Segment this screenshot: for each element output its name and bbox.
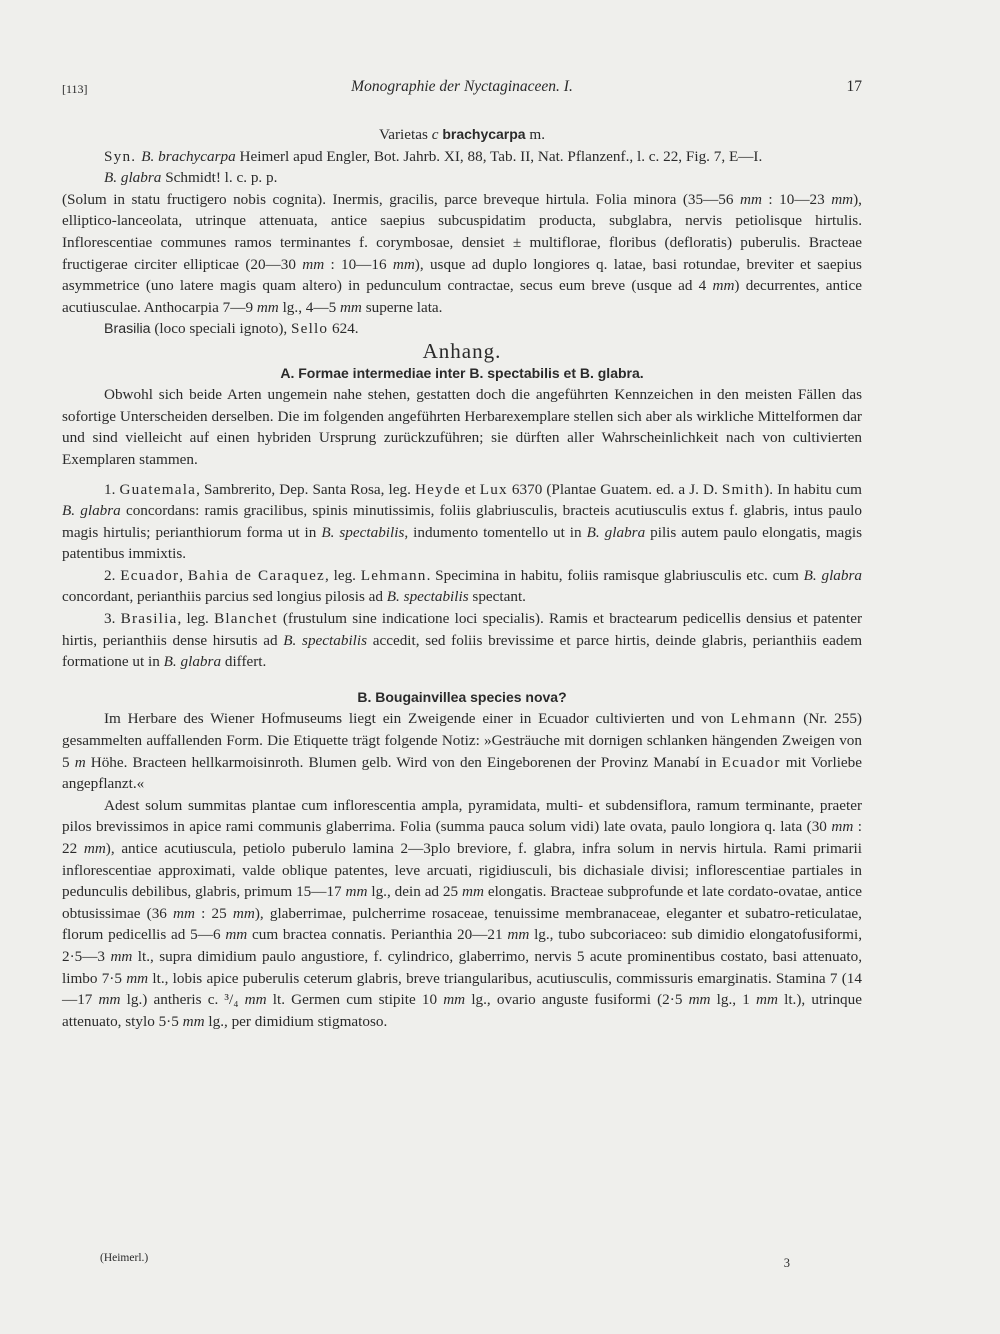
page-number: 17 bbox=[846, 78, 862, 95]
specimen-2: 2. Ecuador, Bahia de Caraquez, leg. Lehmann. Specimina in habitu, foliis ramisque glabriusculis etc. cum B. glabra concordant, perianthiis parcius sed longius pilosis ad B. spectabilis spectant. bbox=[62, 566, 862, 606]
specimen-3: 3. Brasilia, leg. Blanchet (frustulum sine indicatione loci specialis). Ramis et bractearum pedicellis densius et patenter hirtis, perianthiis dense hirsutis ad B. spectabilis accedit, sed foliis brevissime et parce hirtis, deinde glabris, perianthiis eadem formatione ut in B. glabra differt. bbox=[62, 610, 863, 671]
signature-mark: 3 bbox=[783, 1256, 790, 1270]
section-b-heading: B. Bougainvillea species nova? bbox=[357, 688, 567, 705]
header-title: Monographie der Nyctaginaceen. I. bbox=[351, 78, 573, 95]
synonym-1: Syn. B. brachycarpa Heimerl apud Engler, Bot. Jahrb. XI, 88, Tab. II, Nat. Pflanzenf., l. c. 22, Fig. 7, E—I. bbox=[104, 147, 763, 165]
anhang-heading: Anhang. bbox=[422, 338, 502, 363]
varietas-heading: Varietas c brachycarpa m. bbox=[378, 126, 546, 143]
header-ref: [113] bbox=[62, 82, 88, 96]
description-paragraph: (Solum in statu fructigero nobis cognita). Inermis, gracilis, parce breveque hirtula. Folia minora (35—56 mm : 10—23 mm), elliptico-lanceolata, utrinque attenuata, antice saepius subcuspidatim producta, subglabra, nervis petiolisque hirtulis. Inflorescentiae communes ramos terminantes f. corymbosae, densiet ± multiflorae, floribus (defloratis) puberulis. Bracteae fructigerae circiter ellipticae (20—30 mm : 10—16 mm), usque ad duplo longiores q. latae, basi rotundae, breviter et saepius asymmetrice (uno latere magis quam altero) in pedunculum contractae, secus eum breve (usque ad 4 mm) decurrentes, antice acutiusculae. Anthocarpia 7—9 mm lg., 4—5 mm superne lata. bbox=[62, 190, 862, 316]
specimen-1: 1. Guatemala, Sambrerito, Dep. Santa Rosa, leg. Heyde et Lux 6370 (Plantae Guatem. ed. a J. D. Smith). In habitu cum B. glabra concordans: ramis gracilibus, spinis minutissimis, foliis glabriusculis, bracteis acutiusculis extus f. glabris, intus paulo magis hirtulis; perianthiorum forma ut in B. spectabilis, indumento tomentello ut in B. glabra pilis autem paulo elongatis, magis patentibus immixtis. bbox=[62, 480, 862, 563]
running-header bbox=[62, 78, 862, 106]
page-body bbox=[62, 124, 862, 1032]
locality-brasilia: Brasilia (loco speciali ignoto), Sello 624. bbox=[104, 320, 359, 338]
anhang-intro: Obwohl sich beide Arten ungemein nahe stehen, gestatten doch die angeführten Kennzeichen in den meisten Fällen das sofortige Unterscheiden derselben. Die im folgenden angeführten Herbarexemplare stellen sich aber als wirkliche Mittelformen dar und sind vielleicht auf einen hybriden Ursprung zurückzuführen; sie dürften aller Wahrscheinlichkeit nach von cultivierten Exemplaren stammen. bbox=[62, 386, 862, 468]
synonym-2: B. glabra Schmidt! l. c. p. p. bbox=[104, 169, 278, 187]
page-footer bbox=[100, 1252, 790, 1272]
section-b-description: Adest solum summitas plantae cum inflorescentia ampla, pyramidata, multi- et subdensiflora, ramum terminante, praeter pilos brevissimos in apice rami communis glaberrima. Folia (summa pauca solum vidi) late ovata, paulo longiora q. lata (30 mm : 22 mm), antice acutiuscula, petiolo puberulo lamina 2—3plo breviore, f. glabra, infra solum in nervis hirtula. Rami primarii inflorescentiae approximati, valde oblique patentes, leve arcuati, rigidiusculi, bis dichasiale divisi; inflorescentiae partiales in pedunculis debilibus, glabris, primum 15—17 mm lg., dein ad 25 mm elongatis. Bracteae subprofunde et late cordato-ovatae, antice obtusissimae (36 mm : 25 mm), glaberrimae, pulcherrime rosaceae, tenuissime membranaceae, eleganter et subatro-reticulatae, florum pedicellis ad 5—6 mm cum bractea connatis. Perianthia 20—21 mm lg., tubo subcoriaceo: sub dimidio elongatofusiformi, 2·5—3 mm lt., supra dimidium paulo angustiore, f. cylindrico, glaberrimo, nervis 5 acute prominentibus costato, basi attenuato, limbo 7·5 mm lt., lobis apice puberulis ceterum glabris, breve triangularibus, acutiusculis, commissuris emarginatis. Stamina 7 (14—17 mm lg.) antheris c. ³/₄ mm lt. Germen cum stipite 10 mm lg., ovario anguste fusiformi (2·5 mm lg., 1 mm lt.), utrinque attenuato, stylo 5·5 mm lg., per dimidium stigmatoso. bbox=[62, 796, 863, 1030]
footer-author: (Heimerl.) bbox=[100, 1252, 149, 1264]
section-a-heading: A. Formae intermediae inter B. spectabilis et B. glabra. bbox=[280, 364, 644, 381]
section-b-notice: Im Herbare des Wiener Hofmuseums liegt ein Zweigende einer in Ecuador cultivierten und von Lehmann (Nr. 255) gesammelten auffallenden Form. Die Etiquette trägt folgende Notiz: »Gesträuche mit dornigen schlanken hängenden Zweigen von 5 m Höhe. Bracteen hellkarmoisinroth. Blumen gelb. Wird von den Eingeborenen der Provinz Manabí in Ecuador mit Vorliebe angepflanzt.« bbox=[62, 710, 862, 793]
